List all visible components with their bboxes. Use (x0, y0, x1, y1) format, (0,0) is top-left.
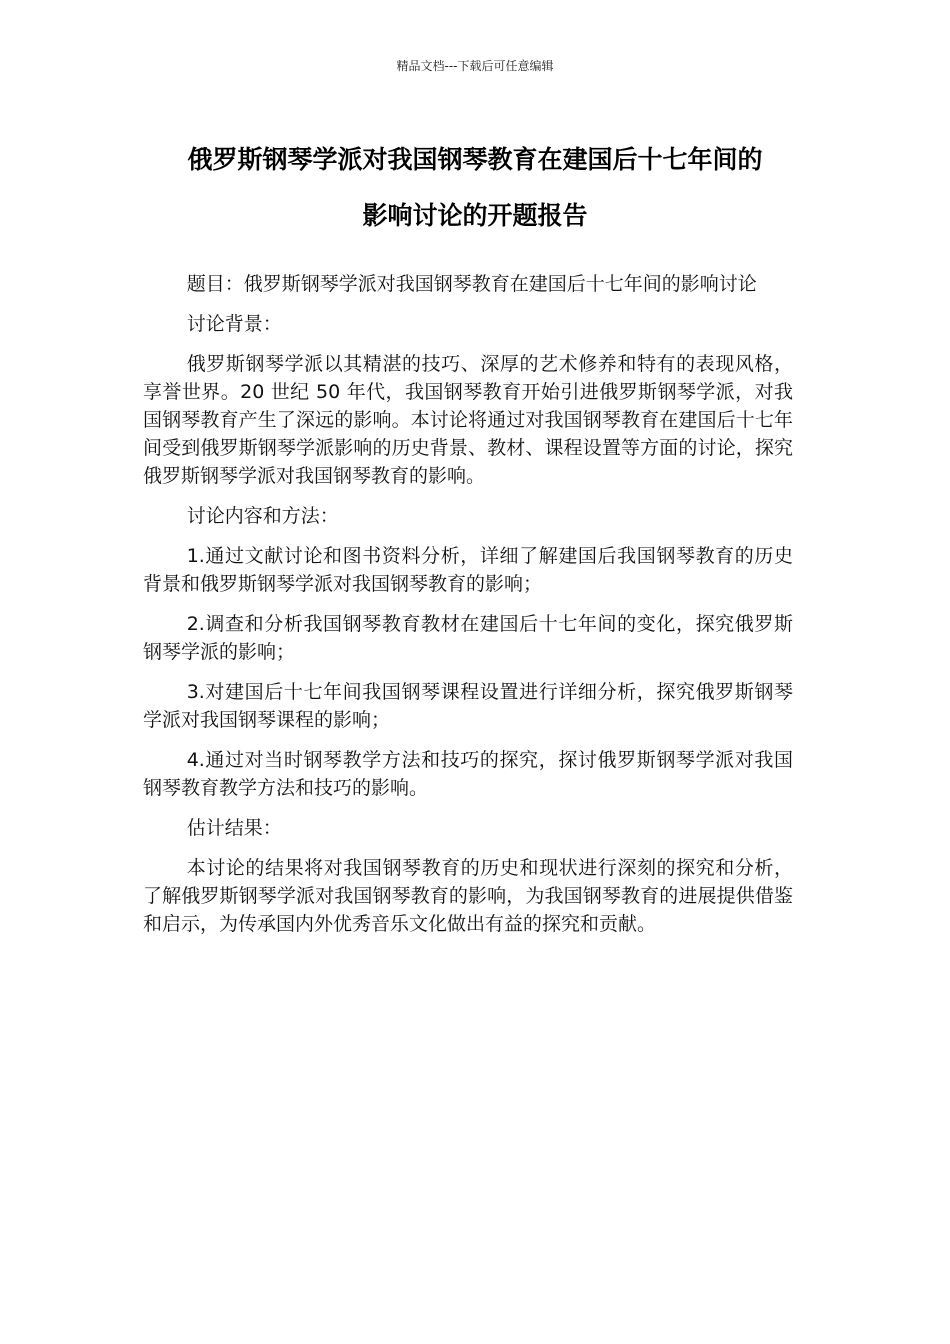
paragraph-methods-heading: 讨论内容和方法： (186, 505, 339, 527)
document-body (143, 270, 793, 950)
paragraph-method-2: 2.调查和分析我国钢琴教育教材在建国后十七年间的变化，探究俄罗斯钢琴学派的影响； (143, 613, 793, 663)
paragraph-results: 本讨论的结果将对我国钢琴教育的历史和现状进行深刻的探究和分析，了解俄罗斯钢琴学派对我国钢琴教育的影响，为我国钢琴教育的进展提供借鉴和启示，为传承国内外优秀音乐文化做出有益的探究和贡献。 (143, 857, 793, 935)
paragraph-method-3: 3.对建国后十七年间我国钢琴课程设置进行详细分析，探究俄罗斯钢琴学派对我国钢琴课程的影响； (143, 681, 793, 731)
paragraph-background: 俄罗斯钢琴学派以其精湛的技巧、深厚的艺术修养和特有的表现风格，享誉世界。20 世纪 50 年代，我国钢琴教育开始引进俄罗斯钢琴学派，对我国钢琴教育产生了深远的影响。本讨论将通过对我国钢琴教育在建国后十七年间受到俄罗斯钢琴学派影响的历史背景、教材、课程设置等方面的讨论，探究俄罗斯钢琴学派对我国钢琴教育的影响。 (143, 353, 793, 487)
paragraph-background-heading: 讨论背景： (186, 313, 282, 335)
paragraph-method-1: 1.通过文献讨论和图书资料分析，详细了解建国后我国钢琴教育的历史背景和俄罗斯钢琴学派对我国钢琴教育的影响； (143, 545, 793, 595)
document-title-line-2: 影响讨论的开题报告 (362, 201, 588, 230)
paragraph-results-heading: 估计结果： (186, 817, 282, 839)
document-title (130, 132, 820, 244)
header-note: 精品文档---下载后可任意编辑 (396, 59, 554, 73)
paragraph-topic: 题目：俄罗斯钢琴学派对我国钢琴教育在建国后十七年间的影响讨论 (186, 273, 757, 295)
document-title-line-1: 俄罗斯钢琴学派对我国钢琴教育在建国后十七年间的 (187, 145, 763, 174)
paragraph-method-4: 4.通过对当时钢琴教学方法和技巧的探究，探讨俄罗斯钢琴学派对我国钢琴教育教学方法和技巧的影响。 (143, 749, 793, 799)
